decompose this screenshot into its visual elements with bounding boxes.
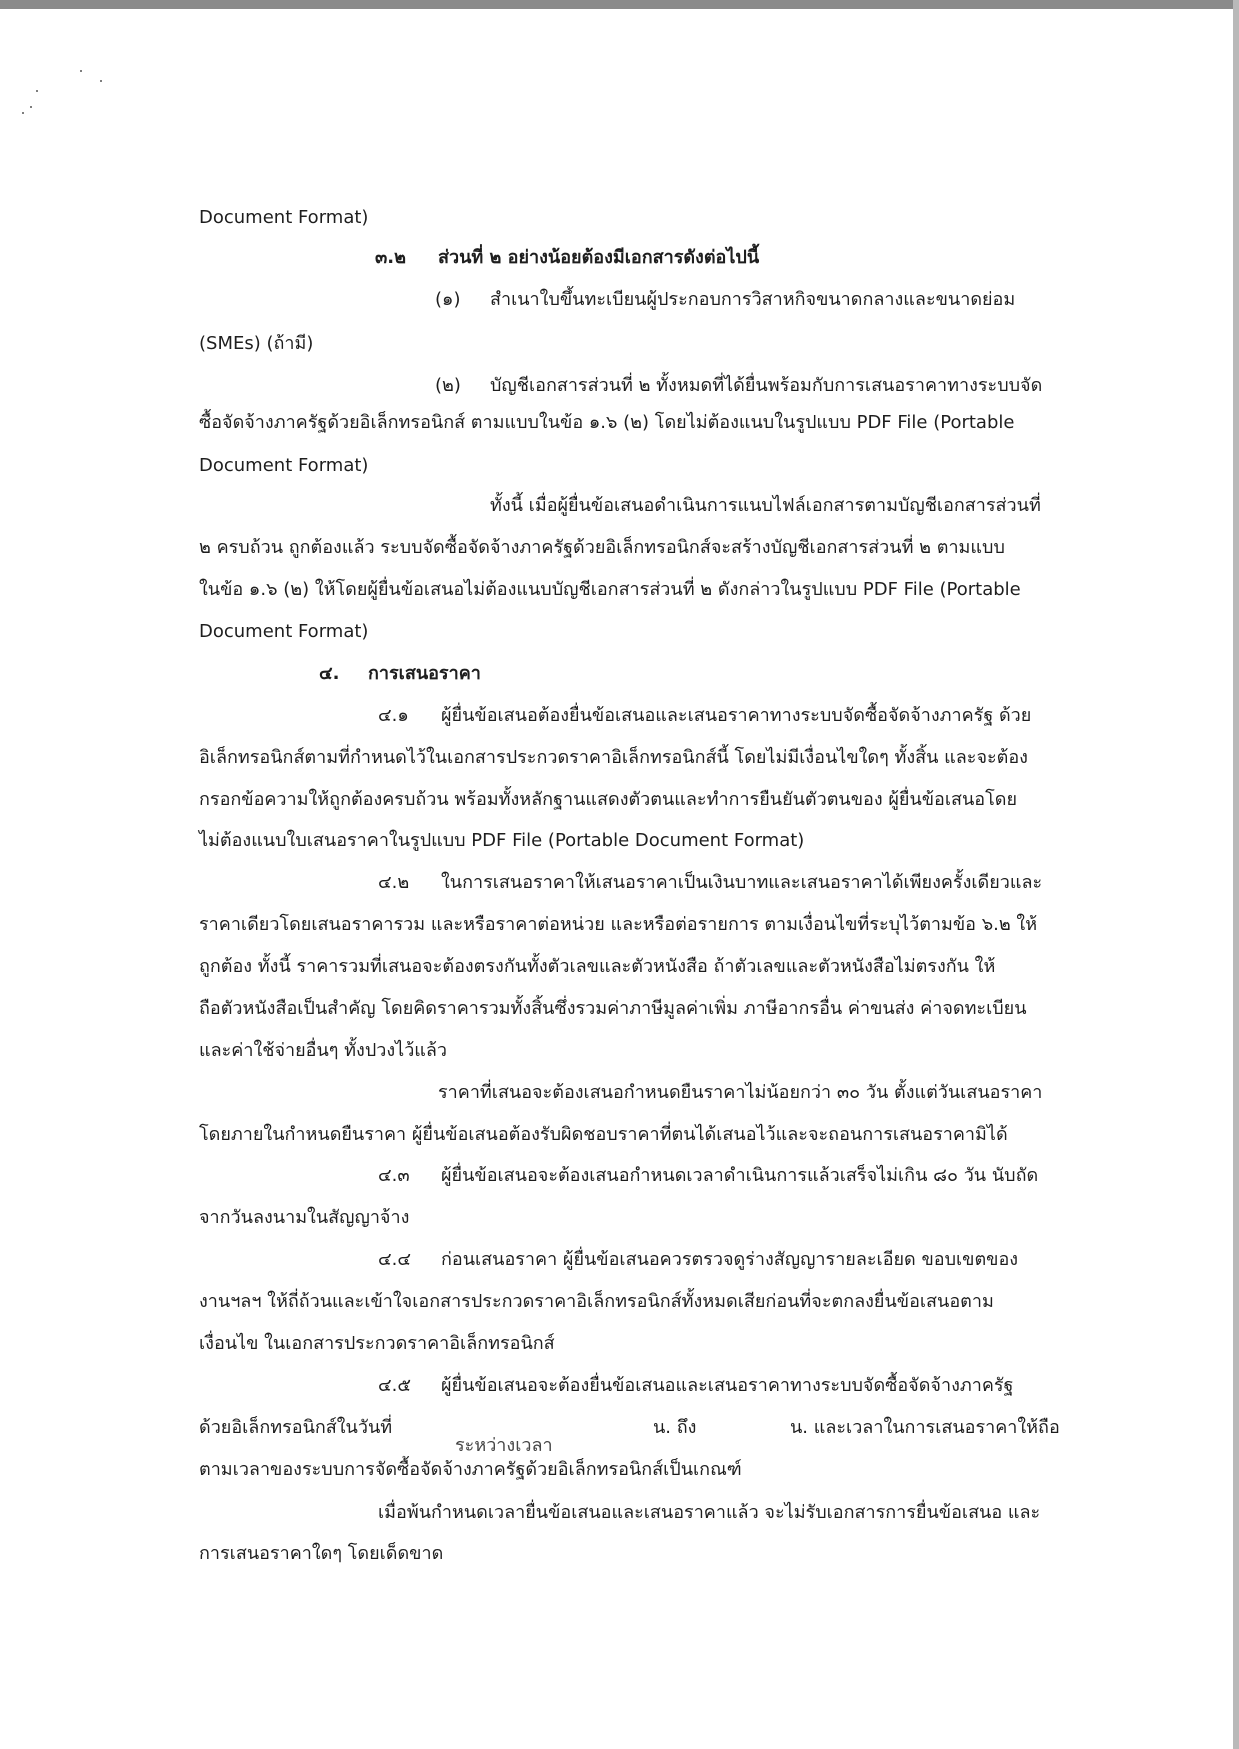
text-line: เมื่อพ้นกำหนดเวลายื่นข้อเสนอและเสนอราคาแล้ว จะไม่รับเอกสารการยื่นข้อเสนอ และ: [378, 1502, 1041, 1523]
text-line: น. ถึง: [653, 1417, 697, 1438]
text-line: ซื้อจัดจ้างภาครัฐด้วยอิเล็กทรอนิกส์ ตามแบบในข้อ ๑.๖ (๒) โดยไม่ต้องแนบในรูปแบบ PDF File (Portable: [199, 412, 1015, 433]
text-line: จากวันลงนามในสัญญาจ้าง: [199, 1207, 410, 1228]
list-marker: (๒): [435, 375, 461, 396]
section-number: ๔.: [319, 663, 340, 684]
text-line: ราคาที่เสนอจะต้องเสนอกำหนดยืนราคาไม่น้อยกว่า ๓๐ วัน ตั้งแต่วันเสนอราคา: [438, 1082, 1043, 1103]
text-line: อิเล็กทรอนิกส์ตามที่กำหนดไว้ในเอกสารประกวดราคาอิเล็กทรอนิกส์นี้ โดยไม่มีเงื่อนไขใดๆ ทั้งสิ้น และจะต้อง: [199, 747, 1028, 768]
text-line: ผู้ยื่นข้อเสนอจะต้องเสนอกำหนดเวลาดำเนินการแล้วเสร็จไม่เกิน ๘๐ วัน นับถัด: [441, 1165, 1039, 1186]
text-line: Document Format): [199, 455, 369, 476]
section-heading: การเสนอราคา: [368, 663, 481, 684]
list-marker: (๑): [435, 289, 461, 310]
clause-number: ๔.๑: [378, 705, 409, 726]
text-line: ก่อนเสนอราคา ผู้ยื่นข้อเสนอควรตรวจดูร่างสัญญารายละเอียด ขอบเขตของ: [441, 1249, 1019, 1270]
text-line: ไม่ต้องแนบใบเสนอราคาในรูปแบบ PDF File (Portable Document Format): [199, 830, 805, 851]
text-line: Document Format): [199, 207, 369, 228]
text-line: โดยภายในกำหนดยืนราคา ผู้ยื่นข้อเสนอต้องรับผิดชอบราคาที่ตนได้เสนอไว้และจะถอนการเสนอราคามิได้: [199, 1124, 1008, 1145]
text-line: ด้วยอิเล็กทรอนิกส์ในวันที่: [199, 1417, 393, 1438]
time-range-label: ระหว่างเวลา: [455, 1435, 553, 1456]
text-line: ในข้อ ๑.๖ (๒) ให้โดยผู้ยื่นข้อเสนอไม่ต้องแนบบัญชีเอกสารส่วนที่ ๒ ดังกล่าวในรูปแบบ PDF File (Portable: [199, 579, 1021, 600]
clause-number: ๔.๒: [378, 872, 410, 893]
text-line: เงื่อนไข ในเอกสารประกวดราคาอิเล็กทรอนิกส์: [199, 1333, 555, 1354]
text-line: ในการเสนอราคาให้เสนอราคาเป็นเงินบาทและเสนอราคาได้เพียงครั้งเดียวและ: [441, 872, 1043, 893]
text-line: น. และเวลาในการเสนอราคาให้ถือ: [790, 1417, 1060, 1438]
section-heading: ส่วนที่ ๒ อย่างน้อยต้องมีเอกสารดังต่อไปนี้: [438, 247, 760, 268]
text-line: ราคาเดียวโดยเสนอราคารวม และหรือราคาต่อหน่วย และหรือต่อรายการ ตามเงื่อนไขที่ระบุไว้ตามข้อ ๖.๒ ให้: [199, 914, 1038, 935]
text-line: การเสนอราคาใดๆ โดยเด็ดขาด: [199, 1543, 444, 1564]
text-line: Document Format): [199, 621, 369, 642]
text-line: ๒ ครบถ้วน ถูกต้องแล้ว ระบบจัดซื้อจัดจ้างภาครัฐด้วยอิเล็กทรอนิกส์จะสร้างบัญชีเอกสารส่วนที่ ๒ ตามแบบ: [199, 537, 1005, 558]
text-line: ทั้งนี้ เมื่อผู้ยื่นข้อเสนอดำเนินการแนบไฟล์เอกสารตามบัญชีเอกสารส่วนที่: [490, 495, 1041, 516]
text-line: ถูกต้อง ทั้งนี้ ราคารวมที่เสนอจะต้องตรงกันทั้งตัวเลขและตัวหนังสือ ถ้าตัวเลขและตัวหนังสือไม่ตรงกัน ให้: [199, 956, 996, 977]
text-line: งานฯลฯ ให้ถี่ถ้วนและเข้าใจเอกสารประกวดราคาอิเล็กทรอนิกส์ทั้งหมดเสียก่อนที่จะตกลงยื่นข้อเสนอตาม: [199, 1291, 994, 1312]
section-number: ๓.๒: [375, 247, 407, 268]
text-line: ผู้ยื่นข้อเสนอต้องยื่นข้อเสนอและเสนอราคาทางระบบจัดซื้อจัดจ้างภาครัฐ ด้วย: [441, 705, 1032, 726]
clause-number: ๔.๔: [378, 1249, 411, 1270]
text-line: ตามเวลาของระบบการจัดซื้อจัดจ้างภาครัฐด้วยอิเล็กทรอนิกส์เป็นเกณฑ์: [199, 1459, 742, 1480]
text-line: กรอกข้อความให้ถูกต้องครบถ้วน พร้อมทั้งหลักฐานแสดงตัวตนและทำการยืนยันตัวตนของ ผู้ยื่นข้อเสนอโดย: [199, 789, 1018, 810]
text-line: และค่าใช้จ่ายอื่นๆ ทั้งปวงไว้แล้ว: [199, 1040, 448, 1061]
text-line: ถือตัวหนังสือเป็นสำคัญ โดยคิดราคารวมทั้งสิ้นซึ่งรวมค่าภาษีมูลค่าเพิ่ม ภาษีอากรอื่น ค่าขนส่ง ค่าจดทะเบียน: [199, 998, 1027, 1019]
clause-number: ๔.๕: [378, 1375, 411, 1396]
clause-number: ๔.๓: [378, 1165, 410, 1186]
text-line: บัญชีเอกสารส่วนที่ ๒ ทั้งหมดที่ได้ยื่นพร้อมกับการเสนอราคาทางระบบจัด: [490, 375, 1043, 396]
text-line: (SMEs) (ถ้ามี): [199, 333, 314, 354]
text-line: สำเนาใบขึ้นทะเบียนผู้ประกอบการวิสาหกิจขนาดกลางและขนาดย่อม: [490, 289, 1016, 310]
text-line: ผู้ยื่นข้อเสนอจะต้องยื่นข้อเสนอและเสนอราคาทางระบบจัดซื้อจัดจ้างภาครัฐ: [441, 1375, 1014, 1396]
